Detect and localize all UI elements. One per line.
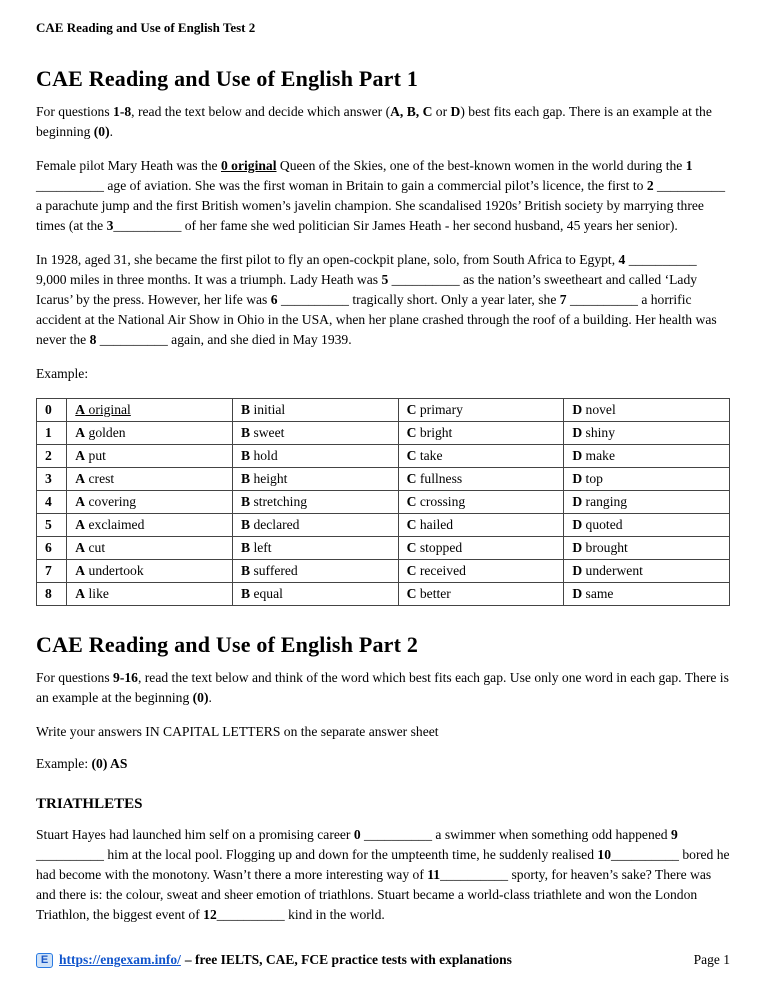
option-cell: D shiny (564, 422, 730, 445)
option-cell: D ranging (564, 491, 730, 514)
table-row (37, 422, 730, 445)
table-row (37, 560, 730, 583)
option-cell: B declared (232, 514, 398, 537)
question-number: 6 (37, 537, 67, 560)
option-cell: C received (398, 560, 564, 583)
table-row (37, 491, 730, 514)
option-cell: B left (232, 537, 398, 560)
option-cell: D novel (564, 399, 730, 422)
option-cell: B height (232, 468, 398, 491)
page-number: Page 1 (693, 952, 730, 967)
option-cell: C hailed (398, 514, 564, 537)
option-cell: A exclaimed (67, 514, 233, 537)
table-row (37, 537, 730, 560)
part2-title: CAE Reading and Use of English Part 2 (36, 632, 419, 657)
option-cell: D same (564, 583, 730, 606)
option-cell: C stopped (398, 537, 564, 560)
capital-letters-instruction: Write your answers IN CAPITAL LETTERS on the separate answer sheet (36, 724, 439, 739)
part2-example-answer: Example: (0) AS (36, 756, 128, 771)
example-label: Example: (36, 366, 89, 381)
engexam-link[interactable]: https://engexam.info/ (59, 952, 181, 967)
option-cell: D underwent (564, 560, 730, 583)
option-cell: C bright (398, 422, 564, 445)
part1-passage-paragraph-1: Female pilot Mary Heath was the 0 original Queen of the Skies, one of the best-known women in the world during the 1 __________ age of aviation. She was the first woman in Britain to gain a commercial pilot’s licence, the first to 2 __________ a parachute jump and the first British women’s javelin champion. She scandalised 1920s’ British society by marrying three times (at the 3__________ of her fame she wed politician Sir James Heath - her second husband, 45 years her senior). (36, 158, 725, 233)
option-cell: D brought (564, 537, 730, 560)
option-cell: B hold (232, 445, 398, 468)
options-table (36, 398, 730, 606)
option-cell: A cut (67, 537, 233, 560)
option-cell: D quoted (564, 514, 730, 537)
question-number: 5 (37, 514, 67, 537)
option-cell: A covering (67, 491, 233, 514)
page-footer (36, 952, 730, 968)
option-cell: A like (67, 583, 233, 606)
option-cell: D top (564, 468, 730, 491)
table-row (37, 399, 730, 422)
option-cell: A golden (67, 422, 233, 445)
part1-title: CAE Reading and Use of English Part 1 (36, 66, 419, 91)
question-number: 1 (37, 422, 67, 445)
option-cell: B sweet (232, 422, 398, 445)
option-cell: C crossing (398, 491, 564, 514)
footer-description: – free IELTS, CAE, FCE practice tests with explanations (184, 952, 512, 967)
part1-instructions: For questions 1-8, read the text below and decide which answer (A, B, C or D) best fits each gap. There is an example at the beginning (0). (36, 104, 712, 139)
table-row (37, 468, 730, 491)
option-cell: C better (398, 583, 564, 606)
triathletes-heading: TRIATHLETES (36, 796, 143, 812)
option-cell: C take (398, 445, 564, 468)
options-table-body (37, 399, 730, 606)
option-cell: A crest (67, 468, 233, 491)
question-number: 4 (37, 491, 67, 514)
part2-instructions: For questions 9-16, read the text below and think of the word which best fits each gap. Use only one word in each gap. There is an example at the beginning (0). (36, 670, 729, 705)
option-cell: C primary (398, 399, 564, 422)
question-number: 0 (37, 399, 67, 422)
part1-passage-paragraph-2: In 1928, aged 31, she became the first pilot to fly an open-cockpit plane, solo, from South Africa to Egypt, 4 __________ 9,000 miles in three months. It was a triumph. Lady Heath was 5 __________ as the nation’s sweetheart and called ‘Lady Icarus’ by the press. However, her life was 6 __________ tragically short. Only a year later, she 7 __________ a horrific accident at the National Air Show in Ohio in the USA, when her plane crashed through the roof of a building. Her health was never the 8 __________ again, and she died in May 1939. (36, 252, 717, 347)
table-row (37, 583, 730, 606)
question-number: 7 (37, 560, 67, 583)
question-number: 3 (37, 468, 67, 491)
option-cell: B suffered (232, 560, 398, 583)
question-number: 8 (37, 583, 67, 606)
table-row (37, 514, 730, 537)
document-header-title: CAE Reading and Use of English Test 2 (36, 20, 256, 35)
option-cell: A put (67, 445, 233, 468)
question-number: 2 (37, 445, 67, 468)
option-cell: D make (564, 445, 730, 468)
option-cell: B stretching (232, 491, 398, 514)
table-row (37, 445, 730, 468)
option-cell: B equal (232, 583, 398, 606)
option-cell: C fullness (398, 468, 564, 491)
engexam-logo-icon: E (36, 953, 53, 968)
option-cell: A undertook (67, 560, 233, 583)
option-cell: A original (67, 399, 233, 422)
triathletes-passage: Stuart Hayes had launched him self on a promising career 0 __________ a swimmer when something odd happened 9 __________ him at the local pool. Flogging up and down for the umpteenth time, he suddenly realised 10__________ bored he had become with the monotony. Wasn’t there a more interesting way of 11__________ sporty, for heaven’s sake? There was and there is: the colour, sweat and sheer emotion of triathlons. Stuart became a world-class triathlete and won the London Triathlon, the biggest event of 12__________ kind in the world. (36, 827, 730, 922)
option-cell: B initial (232, 399, 398, 422)
